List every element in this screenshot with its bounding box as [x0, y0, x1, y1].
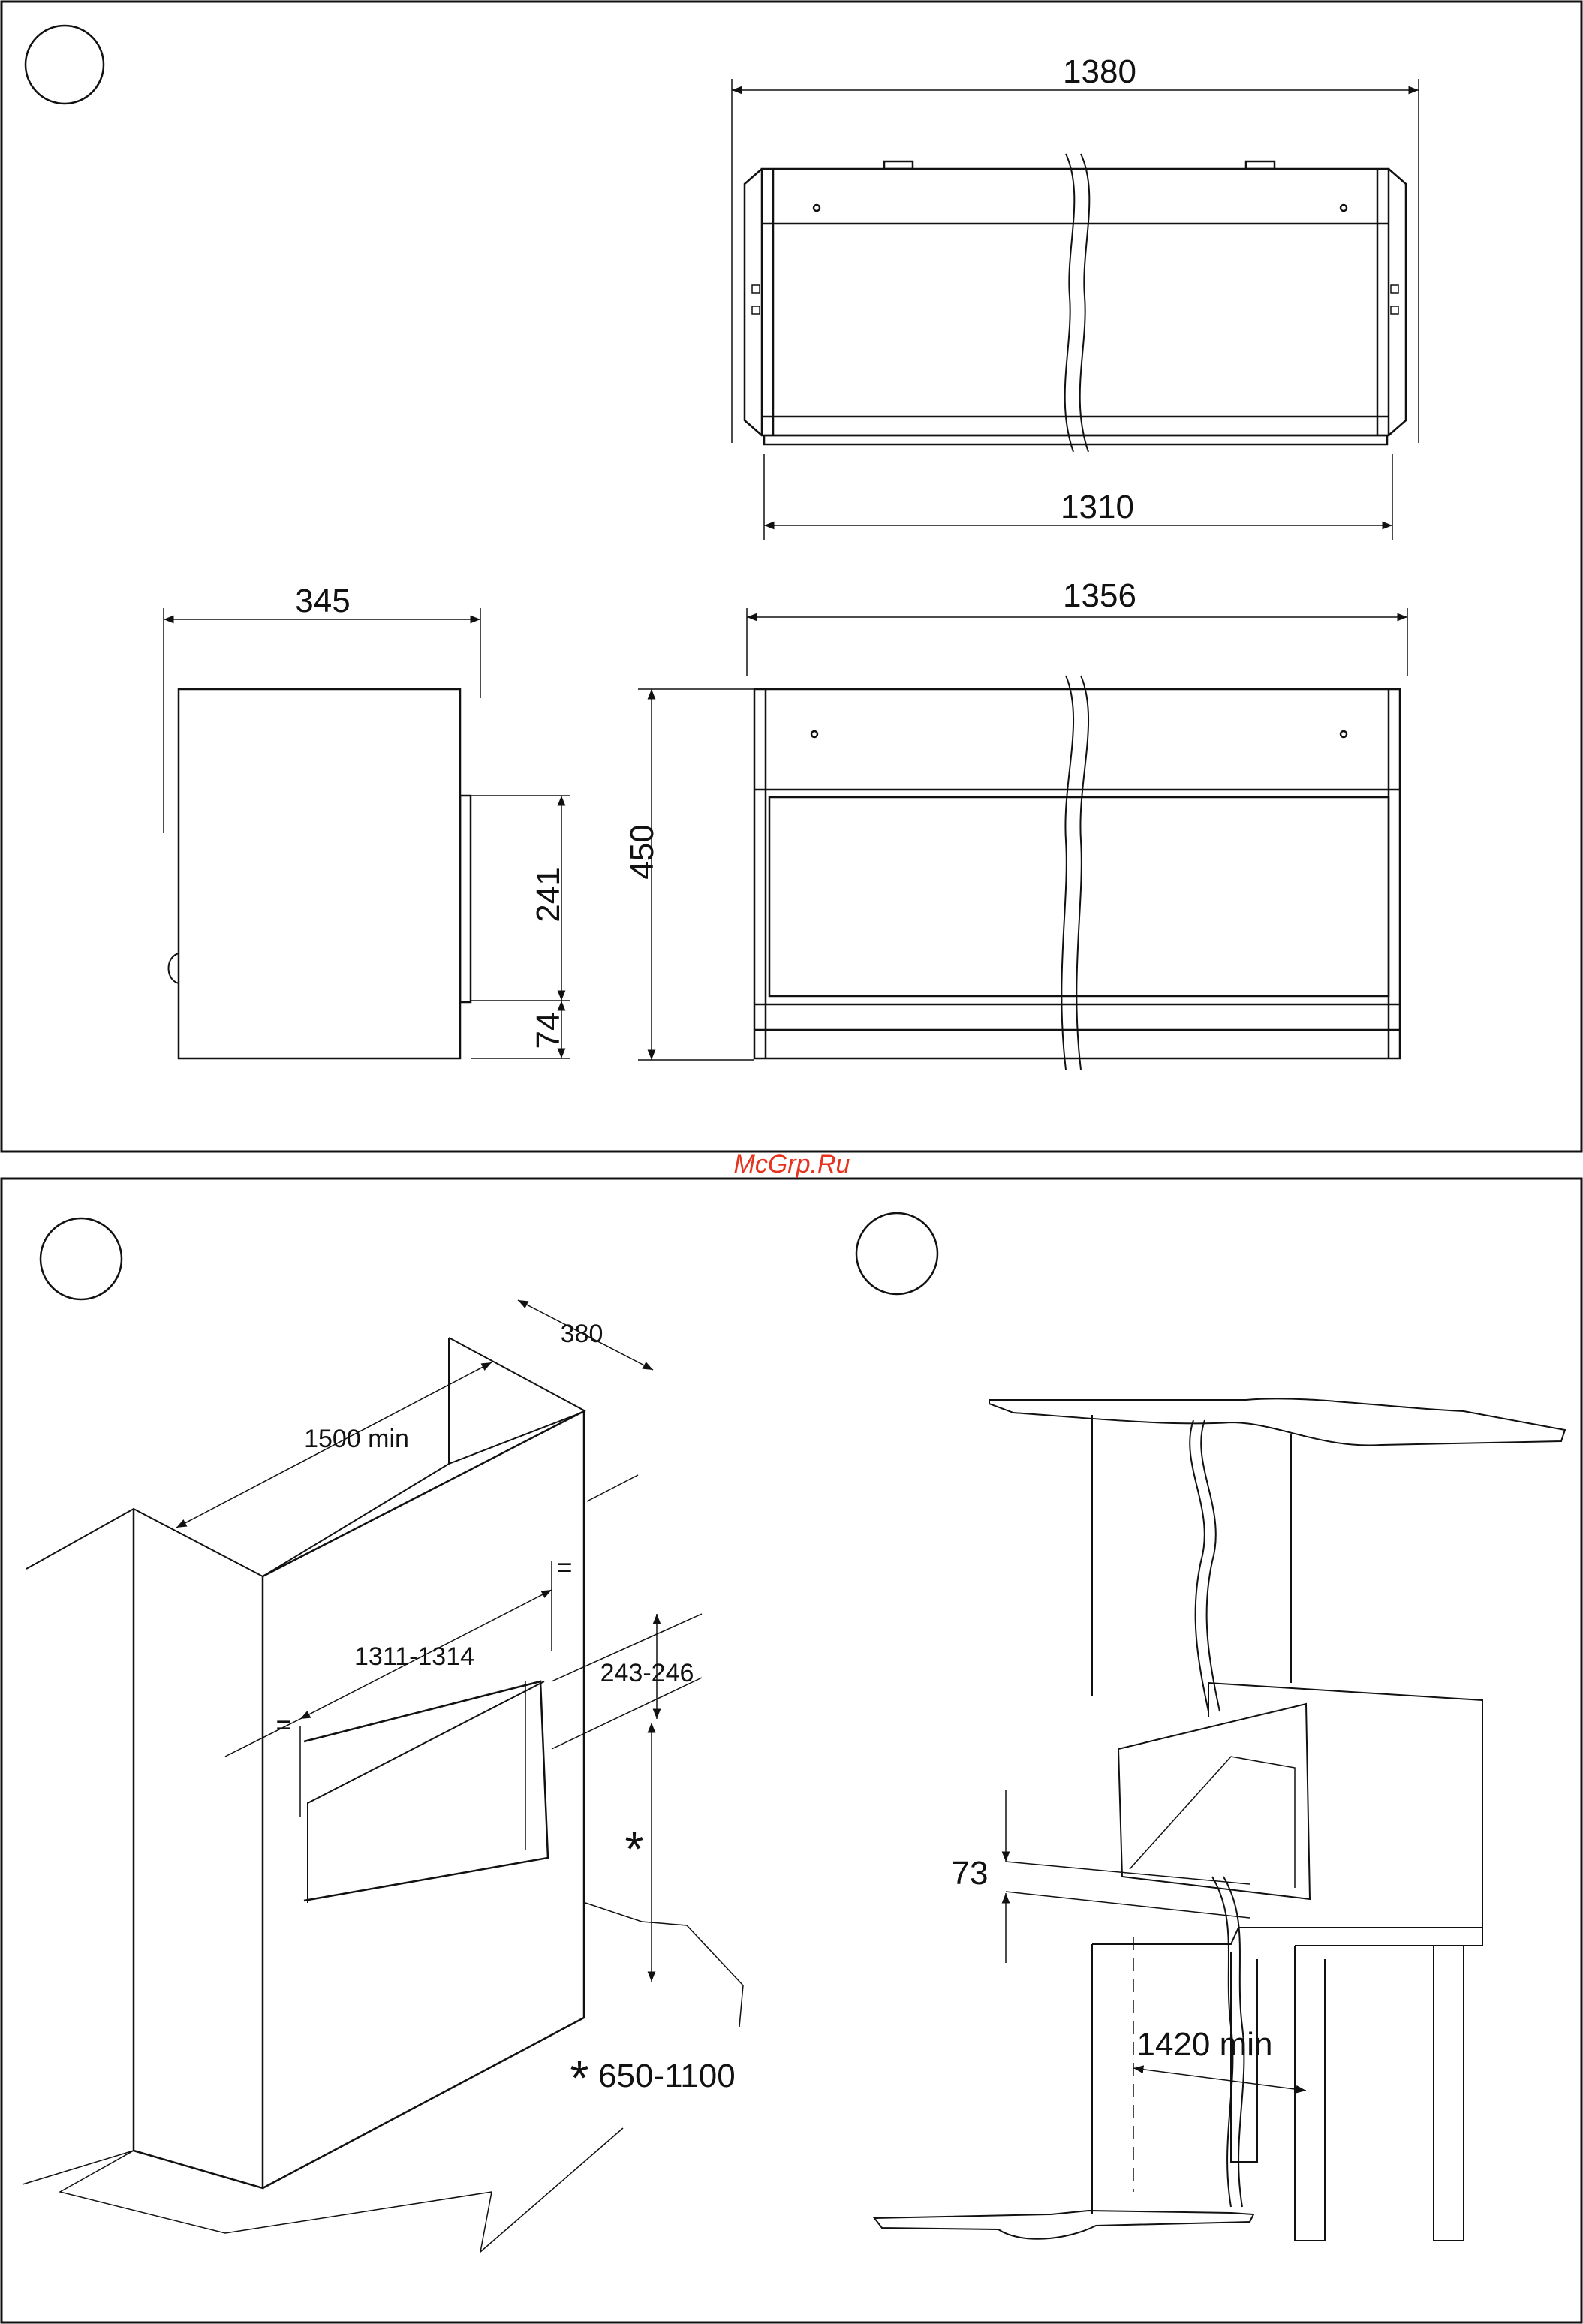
dim-1310-label: 1310 — [1061, 489, 1134, 525]
asterisk-on-dimension: * — [624, 1822, 644, 1876]
dim-345-label: 345 — [295, 583, 351, 619]
dim-450-label: 450 — [624, 824, 661, 880]
dim-1420-line — [1133, 2068, 1306, 2091]
front-view — [638, 608, 1407, 1070]
dim-73-label: 73 — [951, 1855, 989, 1892]
panel-c — [856, 1213, 1565, 2241]
height-note-label: 650-1100 — [598, 2058, 736, 2094]
dim-74-label: 74 — [530, 1012, 567, 1049]
figure-b-marker — [41, 1218, 122, 1299]
watermark-text: McGrp.Ru — [733, 1150, 850, 1179]
dim-1311-label: 1311-1314 — [354, 1642, 475, 1671]
side-view — [164, 608, 570, 1058]
panel-a — [2, 2, 1581, 1151]
equal-mark-right: = — [556, 1552, 573, 1582]
dim-1380-label: 1380 — [1063, 53, 1136, 90]
top-view — [732, 79, 1419, 540]
dim-1420-label: 1420 min — [1136, 2026, 1273, 2063]
dim-380-label: 380 — [560, 1320, 603, 1348]
panel-bc-frame — [2, 1179, 1581, 2322]
panel-b — [2, 1179, 1581, 2322]
equal-mark-left: = — [275, 1709, 292, 1740]
figure-c-marker — [856, 1213, 937, 1294]
dim-241-label: 241 — [530, 867, 567, 923]
panel-a-frame — [2, 2, 1581, 1151]
figure-a-marker — [26, 26, 104, 104]
dim-1500-label: 1500 min — [304, 1425, 409, 1453]
dim-1356-label: 1356 — [1063, 577, 1136, 614]
asterisk-note-mark: * — [570, 2051, 589, 2105]
dim-243-label: 243-246 — [600, 1659, 694, 1687]
